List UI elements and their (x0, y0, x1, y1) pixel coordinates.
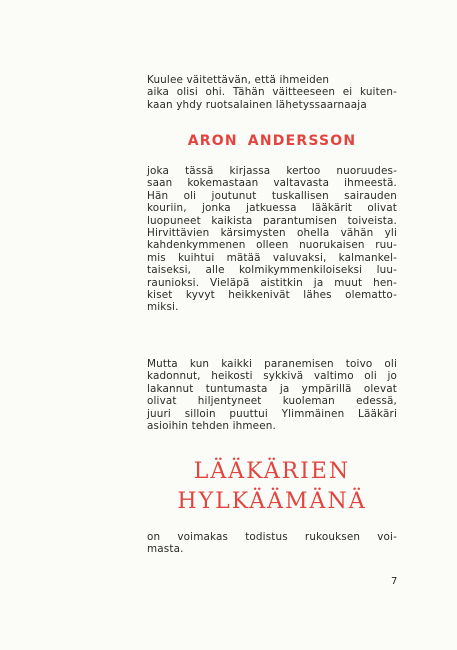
paragraph-2 (147, 358, 397, 432)
paragraph-line: mis kuihtui mätää valuvaksi, kalmankel- (147, 251, 397, 264)
paragraph-line: kiset kyvyt heikkenivät lähes olematto- (147, 289, 397, 302)
paragraph-line: Mutta kun kaikki paranemisen toivo oli (147, 358, 397, 370)
author-name-heading: ARON ANDERSSON (187, 133, 357, 149)
paragraph-line: juuri silloin puuttui Ylimmäinen Lääkäri (147, 407, 397, 420)
paragraph-line: asioihin tehden ihmeen. (147, 420, 276, 433)
paragraph-line: lakannut tuntumasta ja ympärillä olevat (147, 382, 397, 395)
paragraph-line: on voimakas todistus rukouksen voi- (147, 531, 397, 543)
paragraph-1 (147, 165, 397, 314)
paragraph-line: olivat hiljentyneet kuoleman edessä, (147, 395, 397, 408)
title-line-1: LÄÄKÄRIEN (193, 459, 351, 484)
paragraph-line: kadonnut, heikosti sykkivä valtimo oli jo (147, 370, 397, 383)
paragraph-line: miksi. (147, 301, 179, 314)
paragraph-line: Hirvittävien kärsimysten ohella vähän yli (147, 227, 397, 240)
paragraph-line: joka tässä kirjassa kertoo nuoruudes- (147, 165, 397, 177)
paragraph-line: raunioksi. Vieläpä aistitkin ja muut hen- (147, 276, 397, 289)
intro-line: kaan yhdy ruotsalainen lähetyssaarnaaja (147, 98, 367, 111)
intro-line: Kuulee väitettävän, että ihmeiden (147, 74, 330, 86)
page-number: 7 (391, 576, 398, 587)
paragraph-line: masta. (147, 543, 184, 556)
paragraph-line: kahdenkymmenen olleen nuorukaisen ruu- (147, 239, 397, 252)
paragraph-line: kouriin, jonka jatkuessa lääkärit olivat (147, 202, 397, 215)
intro-line: aika olisi ohi. Tähän väitteeseen ei kuiten- (147, 86, 397, 99)
title-line-2: HYLKÄÄMÄNÄ (177, 489, 367, 514)
paragraph-line: taiseksi, alle kolmikymmenkiloiseksi luu- (147, 264, 397, 277)
paragraph-3 (147, 531, 397, 556)
paragraph-line: luopuneet kaikista parantumisen toiveista. (147, 214, 397, 227)
intro-text (147, 74, 397, 111)
paragraph-line: Hän oli joutunut tuskallisen sairauden (147, 189, 397, 202)
paragraph-line: saan kokemastaan valtavasta ihmeestä. (147, 177, 397, 190)
